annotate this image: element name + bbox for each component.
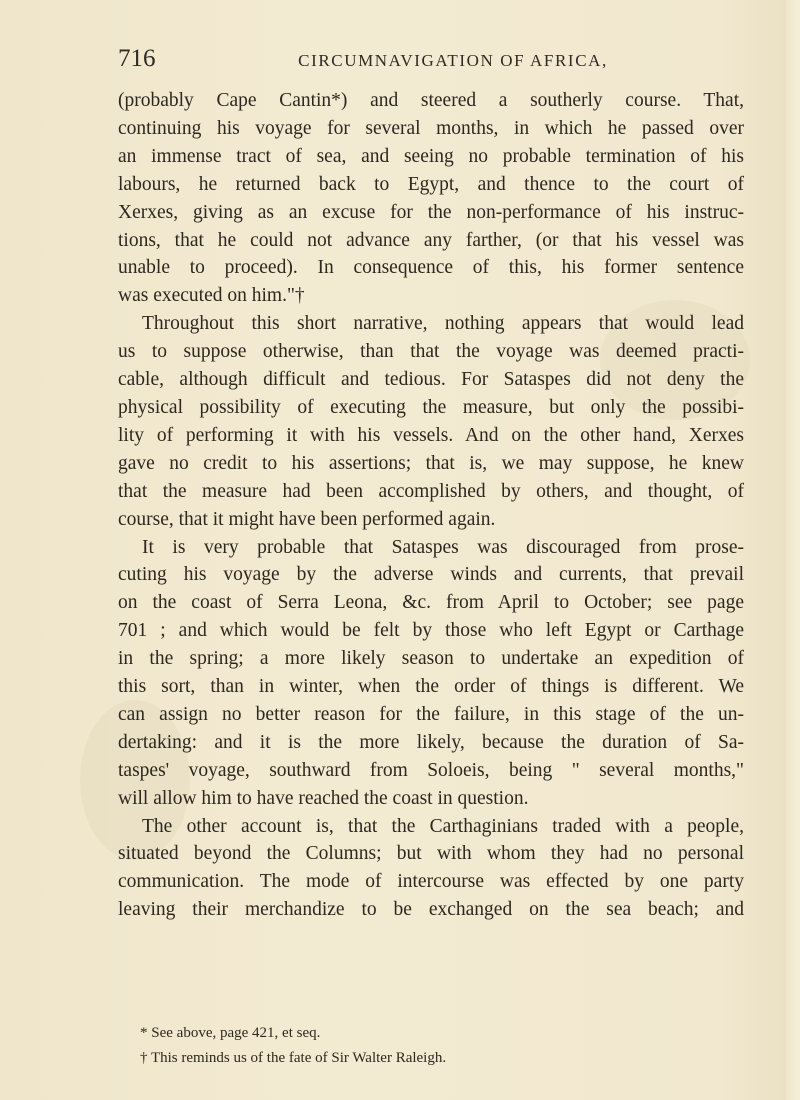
text-line: (probably Cape Cantin*) and steered a southerly course. That, xyxy=(118,90,744,111)
footnote: * See above, page 421, et seq. xyxy=(140,1025,321,1041)
text-line: can assign no better reason for the failure, in this stage of the un- xyxy=(118,703,744,725)
text-line: leaving their merchandize to be exchanged on the sea beach; and xyxy=(118,899,744,921)
text-line: The other account is, that the Carthaginians traded with a people, xyxy=(142,815,744,837)
text-line: course, that it might have been performed again. xyxy=(118,508,496,530)
footnote: † This reminds us of the fate of Sir Walter Raleigh. xyxy=(140,1050,447,1066)
text-line: labours, he returned back to Egypt, and thence to the court of xyxy=(118,173,744,195)
text-line: physical possibility of executing the measure, but only the possibi- xyxy=(118,396,744,418)
text-line: cable, although difficult and tedious. For Sataspes did not deny the xyxy=(118,369,744,391)
text-line: communication. The mode of intercourse was effected by one party xyxy=(118,871,744,893)
text-line: lity of performing it with his vessels. And on the other hand, Xerxes xyxy=(118,424,744,446)
text-line: tions, that he could not advance any farther, (or that his vessel was xyxy=(118,229,744,251)
running-head: CIRCUMNAVIGATION OF AFRICA, xyxy=(298,51,608,70)
text-line: that the measure had been accomplished by others, and thought, of xyxy=(118,480,744,502)
text-line: cuting his voyage by the adverse winds and currents, that prevail xyxy=(118,564,744,586)
text-line: situated beyond the Columns; but with whom they had no personal xyxy=(118,843,744,865)
page-number: 716 xyxy=(118,45,156,72)
text-line: 701 ; and which would be felt by those who left Egypt or Carthage xyxy=(118,620,744,642)
page-edge xyxy=(786,0,800,1100)
text-line: dertaking: and it is the more likely, because the duration of Sa- xyxy=(118,731,744,753)
page-header xyxy=(118,44,738,78)
text-line: this sort, than in winter, when the order of things is different. We xyxy=(118,676,744,698)
text-line: It is very probable that Sataspes was discouraged from prose- xyxy=(142,536,744,558)
text-line: taspes' voyage, southward from Soloeis, being " several months," xyxy=(118,759,744,781)
text-line: continuing his voyage for several months, in which he passed over xyxy=(118,117,744,139)
text-line: us to suppose otherwise, than that the voyage was deemed practi- xyxy=(118,341,744,363)
text-line: Xerxes, giving as an excuse for the non-performance of his instruc- xyxy=(118,201,744,223)
footnotes xyxy=(140,1021,740,1071)
text-line: gave no credit to his assertions; that is, we may suppose, he knew xyxy=(118,452,744,474)
text-line: an immense tract of sea, and seeing no probable termination of his xyxy=(118,145,744,167)
body-text xyxy=(118,87,744,924)
text-line: unable to proceed). In consequence of this, his former sentence xyxy=(118,257,744,279)
text-line: on the coast of Serra Leona, &c. from April to October; see page xyxy=(118,592,744,614)
text-line: will allow him to have reached the coast in question. xyxy=(118,787,529,809)
text-line: was executed on him."† xyxy=(118,285,305,307)
text-line: Throughout this short narrative, nothing appears that would lead xyxy=(142,313,744,335)
text-line: in the spring; a more likely season to undertake an expedition of xyxy=(118,648,744,670)
